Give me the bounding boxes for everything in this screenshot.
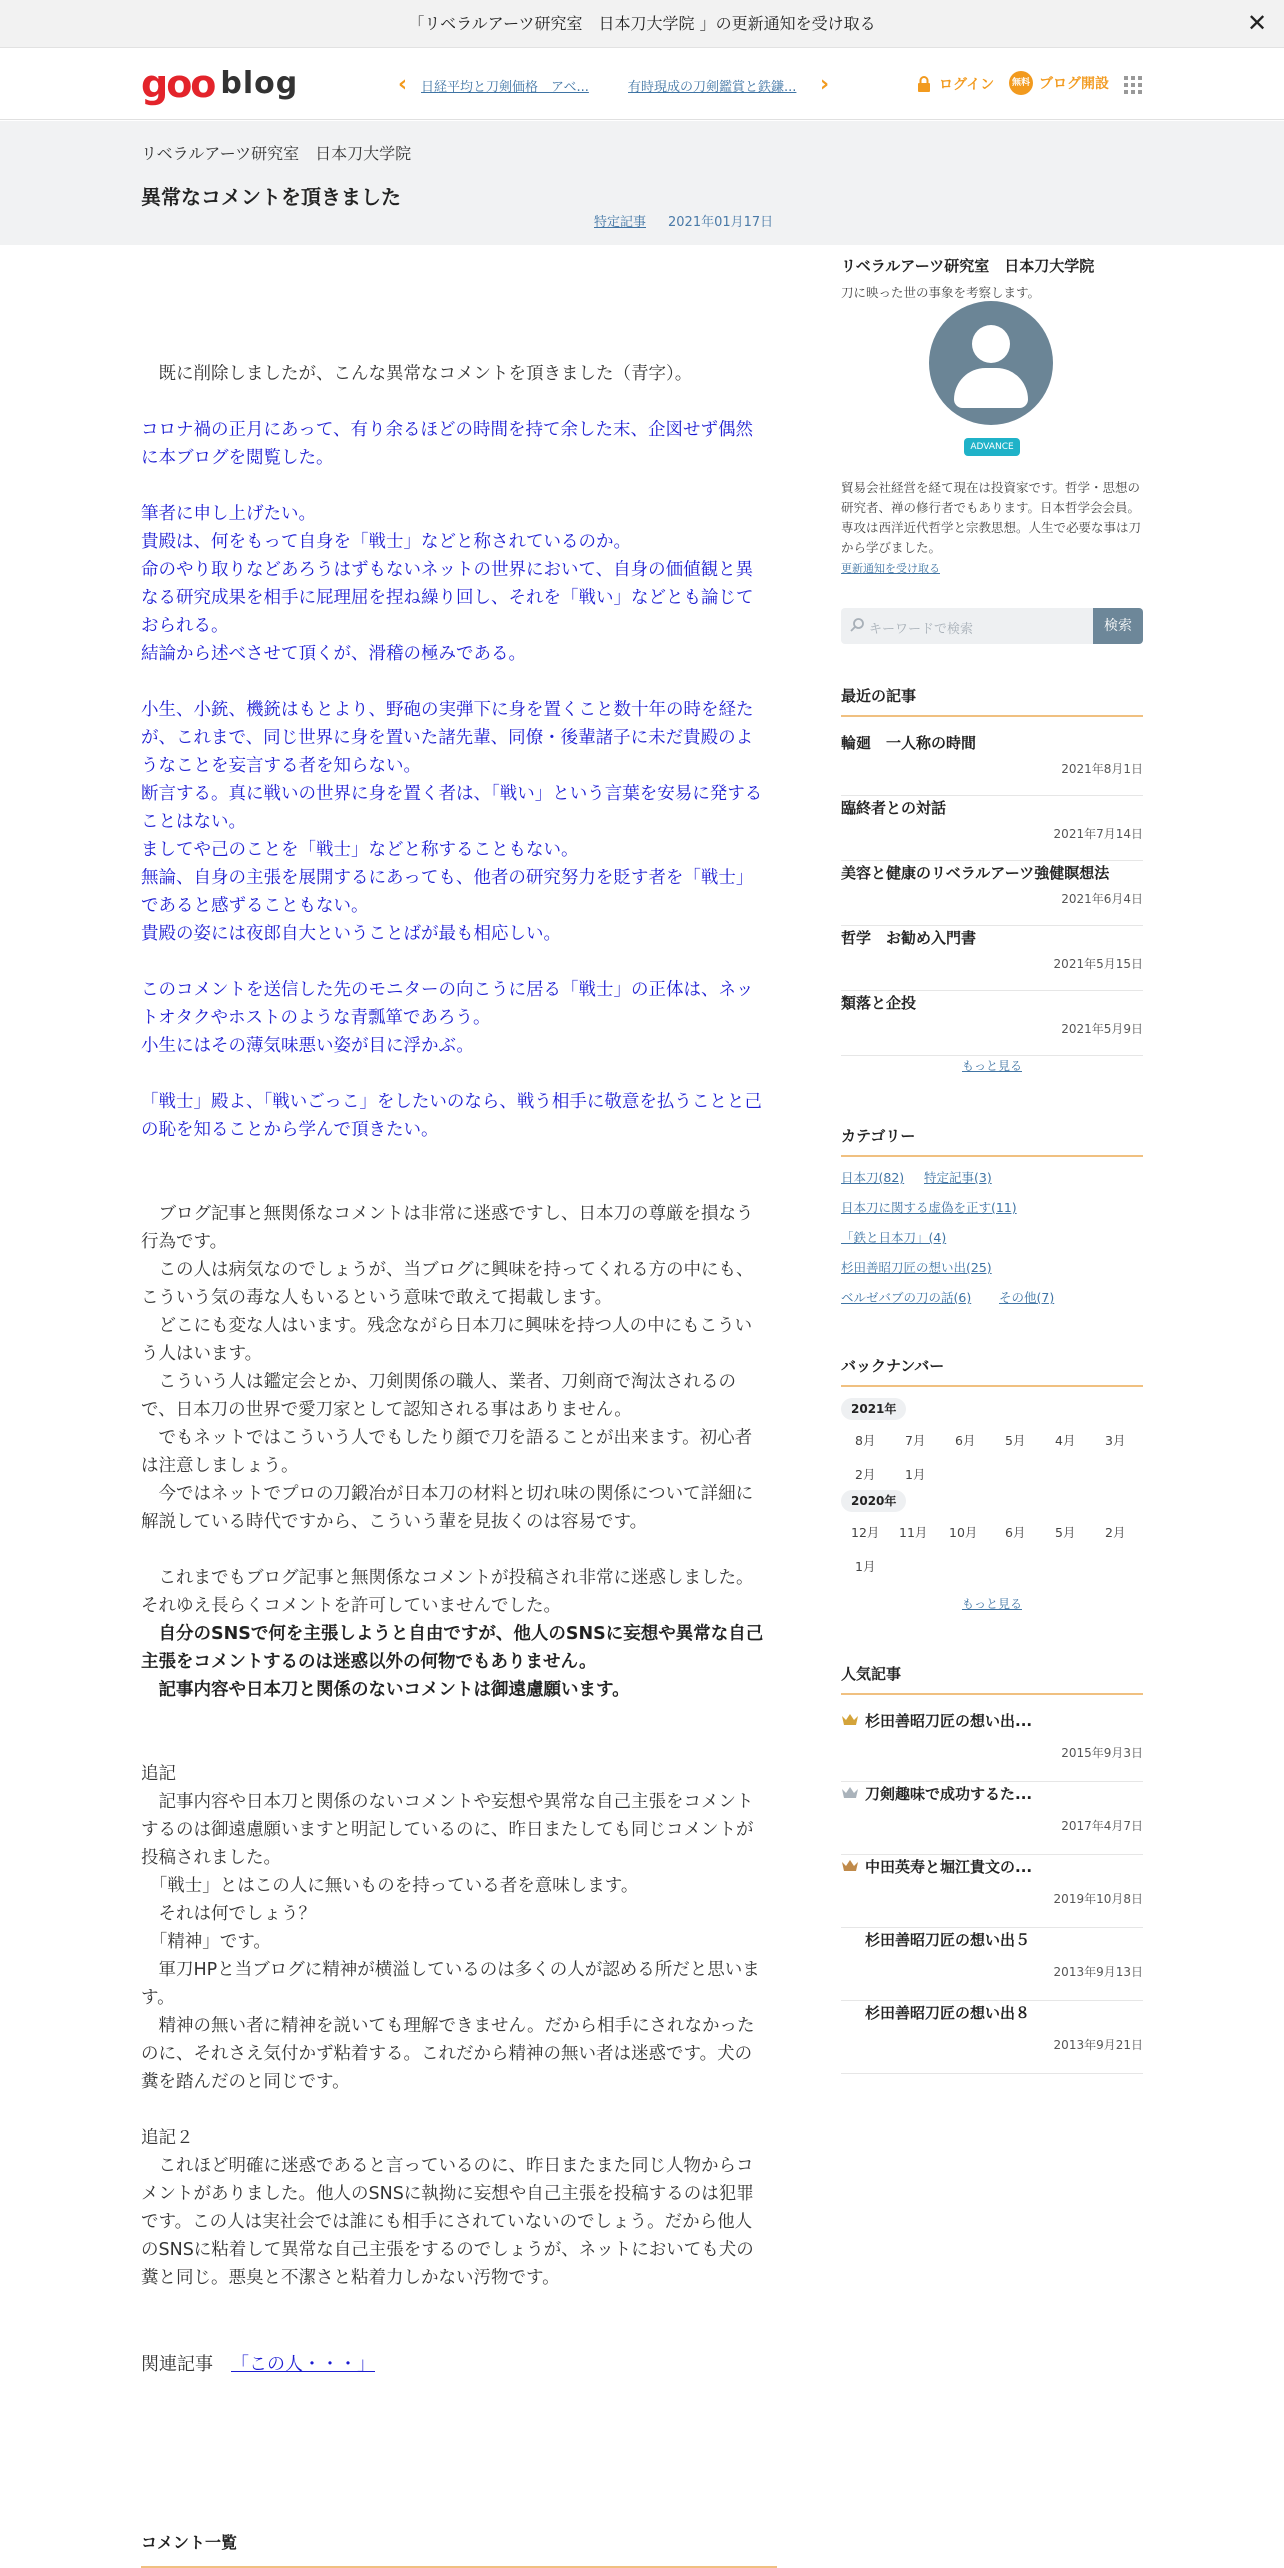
sidebar-blog-name[interactable]: リベラルアーツ研究室 日本刀大学院 [841,257,1095,275]
month-link[interactable]: 4月 [1055,1433,1076,1448]
popular-articles-title: 人気記事 [841,1663,1143,1695]
quoted-comment-line: 断言する。真に戦いの世界に身を置く者は、「戦い」という言葉を安易に発することはない。 [141,784,763,832]
quoted-comment-line: 小生にはその薄気味悪い姿が目に浮かぶ。 [141,1036,474,1056]
search-input[interactable] [841,608,1093,644]
gold-crown-icon [841,1712,859,1726]
recent-article-item[interactable] [841,862,1143,926]
month-link[interactable]: 5月 [1055,1525,1076,1540]
entry-header [0,121,1284,245]
popular-article-title[interactable]: 杉田善昭刀匠の想い出... [865,1712,1033,1730]
month-link[interactable]: 3月 [1105,1433,1126,1448]
month-link[interactable]: 11月 [899,1525,928,1540]
search-icon [849,617,865,633]
quoted-comment-line: 貴殿の姿には夜郎自大ということばが最も相応しい。 [141,924,561,944]
recent-article-item[interactable] [841,927,1143,991]
search-placeholder: キーワードで検索 [869,622,974,637]
recent-article-date: 2021年6月4日 [1061,892,1143,906]
popular-article-title[interactable]: 杉田善昭刀匠の想い出５ [865,1931,1031,1949]
subscribe-updates-link[interactable]: 更新通知を受け取る [841,562,940,575]
article-paragraph: これまでもブログ記事と無関係なコメントが投稿され非常に迷惑しました。それゆえ長らくコメントを許可していませんでした。 [141,1568,754,1616]
recent-article-title[interactable]: 輪廻 一人称の時間 [841,734,977,752]
article-paragraph: ブログ記事と無関係なコメントは非常に迷惑ですし、日本刀の尊厳を損なう行為です。 [141,1204,754,1252]
login-label: ログイン [939,77,995,93]
more-backnumber-link[interactable]: もっと見る [961,1597,1022,1611]
popular-article-date: 2019年10月8日 [1053,1892,1143,1906]
month-link[interactable]: 1月 [855,1559,876,1574]
article-paragraph: 記事内容や日本刀と関係のないコメントや妄想や異常な自己主張をコメントするのは御遠慮願いますと明記しているのに、昨日またしても同じコメントが投稿されました。 [141,1792,754,1868]
blog-name-link[interactable]: リベラルアーツ研究室 日本刀大学院 [141,144,412,163]
addendum-heading: 追記 [141,1764,176,1784]
article-paragraph: こういう人は鑑定会とか、刀剣関係の職人、業者、刀剣商で淘汰されるので、日本刀の世界で愛刀家として認知される事はありません。 [141,1372,736,1420]
popular-article-item[interactable] [841,1929,1143,2001]
recent-article-title[interactable]: 類落と企投 [841,994,917,1012]
search-button[interactable]: 検索 [1093,608,1143,644]
category-link[interactable]: ベルゼバブの刀の話(6) [841,1290,972,1305]
category-link[interactable]: 「鉄と日本刀」(4) [841,1230,947,1245]
article-paragraph: でもネットではこういう人でもしたり顔で刀を語ることが出来ます。初心者は注意しましょう。 [141,1428,753,1476]
chevron-right-icon[interactable]: › [820,72,830,97]
quoted-comment-line: コロナ禍の正月にあって、有り余るほどの時間を持て余した末、企図せず偶然に本ブログを閲覧した。 [141,420,753,468]
article-paragraph: 精神の無い者に精神を説いても理解できません。だから相手にされなかったのに、それさえ気付かず粘着する。これだから精神の無い者は迷惑です。犬の糞を踏んだのと同じです。 [141,2016,755,2092]
bold-notice: 記事内容や日本刀と関係のないコメントは御遠慮願います。 [141,1680,630,1700]
recent-article-title[interactable]: 臨終者との対話 [841,799,947,817]
article-paragraph: 「精神」です。 [141,1932,271,1952]
related-articles [141,2350,375,2376]
entry-title: 異常なコメントを頂きました [141,185,401,209]
recent-article-title[interactable]: 哲学 お勧め入門書 [841,929,977,947]
recent-article-item[interactable] [841,732,1143,796]
category-link[interactable]: 日本刀(82) [841,1170,905,1185]
quoted-comment-line: 「戦士」殿よ、「戦いごっこ」をしたいのなら、戦う相手に敬意を払うことと己の恥を知ることから学んで頂きたい。 [141,1092,762,1140]
month-link[interactable]: 7月 [905,1433,926,1448]
article-paragraph: どこにも変な人はいます。残念ながら日本刀に興味を持つ人の中にもこういう人はいます。 [141,1316,753,1364]
chevron-left-icon[interactable]: ‹ [398,72,408,97]
prev-article-link[interactable]: 日経平均と刀剣価格 アベ... [421,80,589,95]
year-badge: 2020年 [841,1490,906,1512]
bold-notice: 自分のSNSで何を主張しようと自由ですが、他人のSNSに妄想や異常な自己主張をコメントするのは迷惑以外の何物でもありません。 [141,1624,764,1672]
month-link[interactable]: 5月 [1005,1433,1026,1448]
popular-article-date: 2017年4月7日 [1061,1819,1143,1833]
related-article-link[interactable]: 「この人・・・」 [231,2354,375,2375]
popular-article-item[interactable] [841,1783,1143,1855]
popular-article-title[interactable]: 刀剣趣味で成功するた... [865,1785,1033,1803]
month-link[interactable]: 8月 [855,1433,876,1448]
article-paragraph: それは何でしょう？ [141,1904,316,1924]
profile-text: 貿易会社経営を経て現在は投資家です。哲学・思想の研究者、禅の修行者でもあります。日本哲学会会員。専攻は西洋近代哲学と宗教思想。人生で必要な事は刀から学びました。 [841,480,1142,555]
category-link[interactable]: その他(7) [999,1290,1055,1305]
avatar[interactable] [929,301,1053,425]
quoted-comment-line: ましてや己のことを「戦士」などと称することもない。 [141,840,579,860]
category-link[interactable]: 特定記事(3) [924,1170,992,1185]
article-paragraph: 今ではネットでプロの刀鍛冶が日本刀の材料と切れ味の関係について詳細に解説している時代ですから、こういう輩を見抜くのは容易です。 [141,1484,754,1532]
site-header [0,48,1284,120]
entry-category-link[interactable]: 特定記事 [594,215,647,230]
category-link[interactable]: 杉田善昭刀匠の想い出(25) [841,1260,992,1275]
article-body [141,360,766,2292]
open-blog-label: ブログ開設 [1039,76,1109,92]
article-paragraph: これほど明確に迷惑であると言っているのに、昨日またまた同じ人物からコメントがありました。他人のSNSに執拗に妄想や自己主張を投稿するのは犯罪です。この人は実社会では誰にも相手にされていないのでしょう。だから他人のSNSに粘着して異常な自己主張をするのでしょうが、ネットにおいても犬の糞と同じ。悪臭と不潔さと粘着力しかない汚物です。 [141,2156,754,2288]
app-grid-icon[interactable] [1124,76,1142,94]
month-link[interactable]: 2月 [855,1467,876,1482]
popular-article-date: 2013年9月13日 [1053,1965,1143,1979]
recent-article-title[interactable]: 美容と健康のリベラルアーツ強健瞑想法 [841,864,1110,882]
month-link[interactable]: 12月 [851,1525,880,1540]
advance-badge: ADVANCE [964,438,1020,456]
month-link[interactable]: 6月 [1005,1525,1026,1540]
article-paragraph: 「戦士」とはこの人に無いものを持っている者を意味します。 [141,1876,639,1896]
month-link[interactable]: 6月 [955,1433,976,1448]
popular-article-item[interactable] [841,1856,1143,1928]
quoted-comment-line: 小生、小銃、機銃はもとより、野砲の実弾下に身を置くこと数十年の時を経たが、これまで、同じ世界に身を置いた諸先輩、同僚・後輩諸子に未だ貴殿のようなことを妄言する者を知らない。 [141,700,754,776]
recent-article-item[interactable] [841,992,1143,1056]
recent-article-date: 2021年5月9日 [1061,1022,1143,1036]
quoted-comment-line: 筆者に申し上げたい。 [141,504,316,524]
silver-crown-icon [841,1785,859,1799]
popular-article-date: 2013年9月21日 [1053,2038,1143,2052]
quoted-comment-line: 命のやり取りなどあろうはずもないネットの世界において、自身の価値観と異なる研究成果を相手に屁理屈を捏ね繰り回し、それを「戦い」などとも論じておられる。 [141,560,754,636]
login-button[interactable] [915,73,994,95]
popular-article-date: 2015年9月3日 [1061,1746,1143,1760]
quoted-comment-line: 貴殿は、何をもって自身を「戦士」などと称されているのか。 [141,532,631,552]
logo-blog-text: blog [220,66,299,101]
quoted-comment-line: 結論から述べさせて頂くが、滑稽の極みである。 [141,644,526,664]
category-link[interactable]: 日本刀に関する虚偽を正す(11) [841,1200,1017,1215]
article-paragraph: この人は病気なのでしょうが、当ブログに興味を持ってくれる方の中にも、こういう気の毒な人もいるという意味で敢えて掲載します。 [141,1260,754,1308]
popular-article-item[interactable] [841,1710,1143,1782]
update-notice-bar [0,0,1284,48]
article-paragraph [141,1676,766,1704]
next-article-link[interactable]: 有時現成の刀剣鑑賞と鉄鎌... [628,80,797,95]
goo-blog-logo[interactable] [141,64,298,104]
quoted-comment-line: このコメントを送信した先のモニターの向こうに居る「戦士」の正体は、ネットオタクやホストのような青瓢箪であろう。 [141,980,754,1028]
recent-article-item[interactable] [841,797,1143,861]
popular-article-title[interactable]: 中田英寿と堀江貴文の... [865,1858,1033,1876]
addendum-heading: 追記２ [141,2128,194,2148]
backnumber-title: バックナンバー [841,1355,1143,1387]
category-title: カテゴリー [841,1125,1143,1157]
month-link[interactable]: 2月 [1105,1525,1126,1540]
month-link[interactable]: 10月 [949,1525,978,1540]
article-paragraph: 軍刀HPと当ブログに精神が横溢しているのは多くの人が認める所だと思います。 [141,1960,760,2008]
popular-article-title[interactable]: 杉田善昭刀匠の想い出８ [865,2004,1031,2022]
update-notice-link[interactable]: 「リベラルアーツ研究室 日本刀大学院 」の更新通知を受け取る [408,14,876,33]
article-paragraph [141,1620,766,1676]
recent-article-date: 2021年7月14日 [1053,827,1143,841]
open-blog-button[interactable] [1009,70,1109,96]
logo-goo-text: goo [141,62,215,106]
close-icon[interactable]: ✕ [1246,9,1268,37]
free-badge: 無料 [1009,71,1033,95]
lock-icon [915,75,933,93]
more-recent-link[interactable]: もっと見る [961,1059,1022,1073]
sidebar-blog-desc: 刀に映った世の事象を考察します。 [841,285,1041,300]
recent-articles-title: 最近の記事 [841,685,1143,717]
popular-article-item[interactable] [841,2002,1143,2074]
bronze-crown-icon [841,1858,859,1872]
month-link[interactable]: 1月 [905,1467,926,1482]
recent-article-date: 2021年5月15日 [1053,957,1143,971]
related-label: 関連記事 [141,2354,213,2375]
recent-article-date: 2021年8月1日 [1061,762,1143,776]
article-paragraph: 既に削除しましたが、こんな異常なコメントを頂きました（青字）。 [141,364,693,384]
year-badge: 2021年 [841,1398,906,1420]
entry-date: 2021年01月17日 [668,215,774,230]
comments-title: コメント一覧 [141,2530,777,2568]
quoted-comment-line: 無論、自身の主張を展開するにあっても、他者の研究努力を貶す者を「戦士」であると感ずることもない。 [141,868,754,916]
